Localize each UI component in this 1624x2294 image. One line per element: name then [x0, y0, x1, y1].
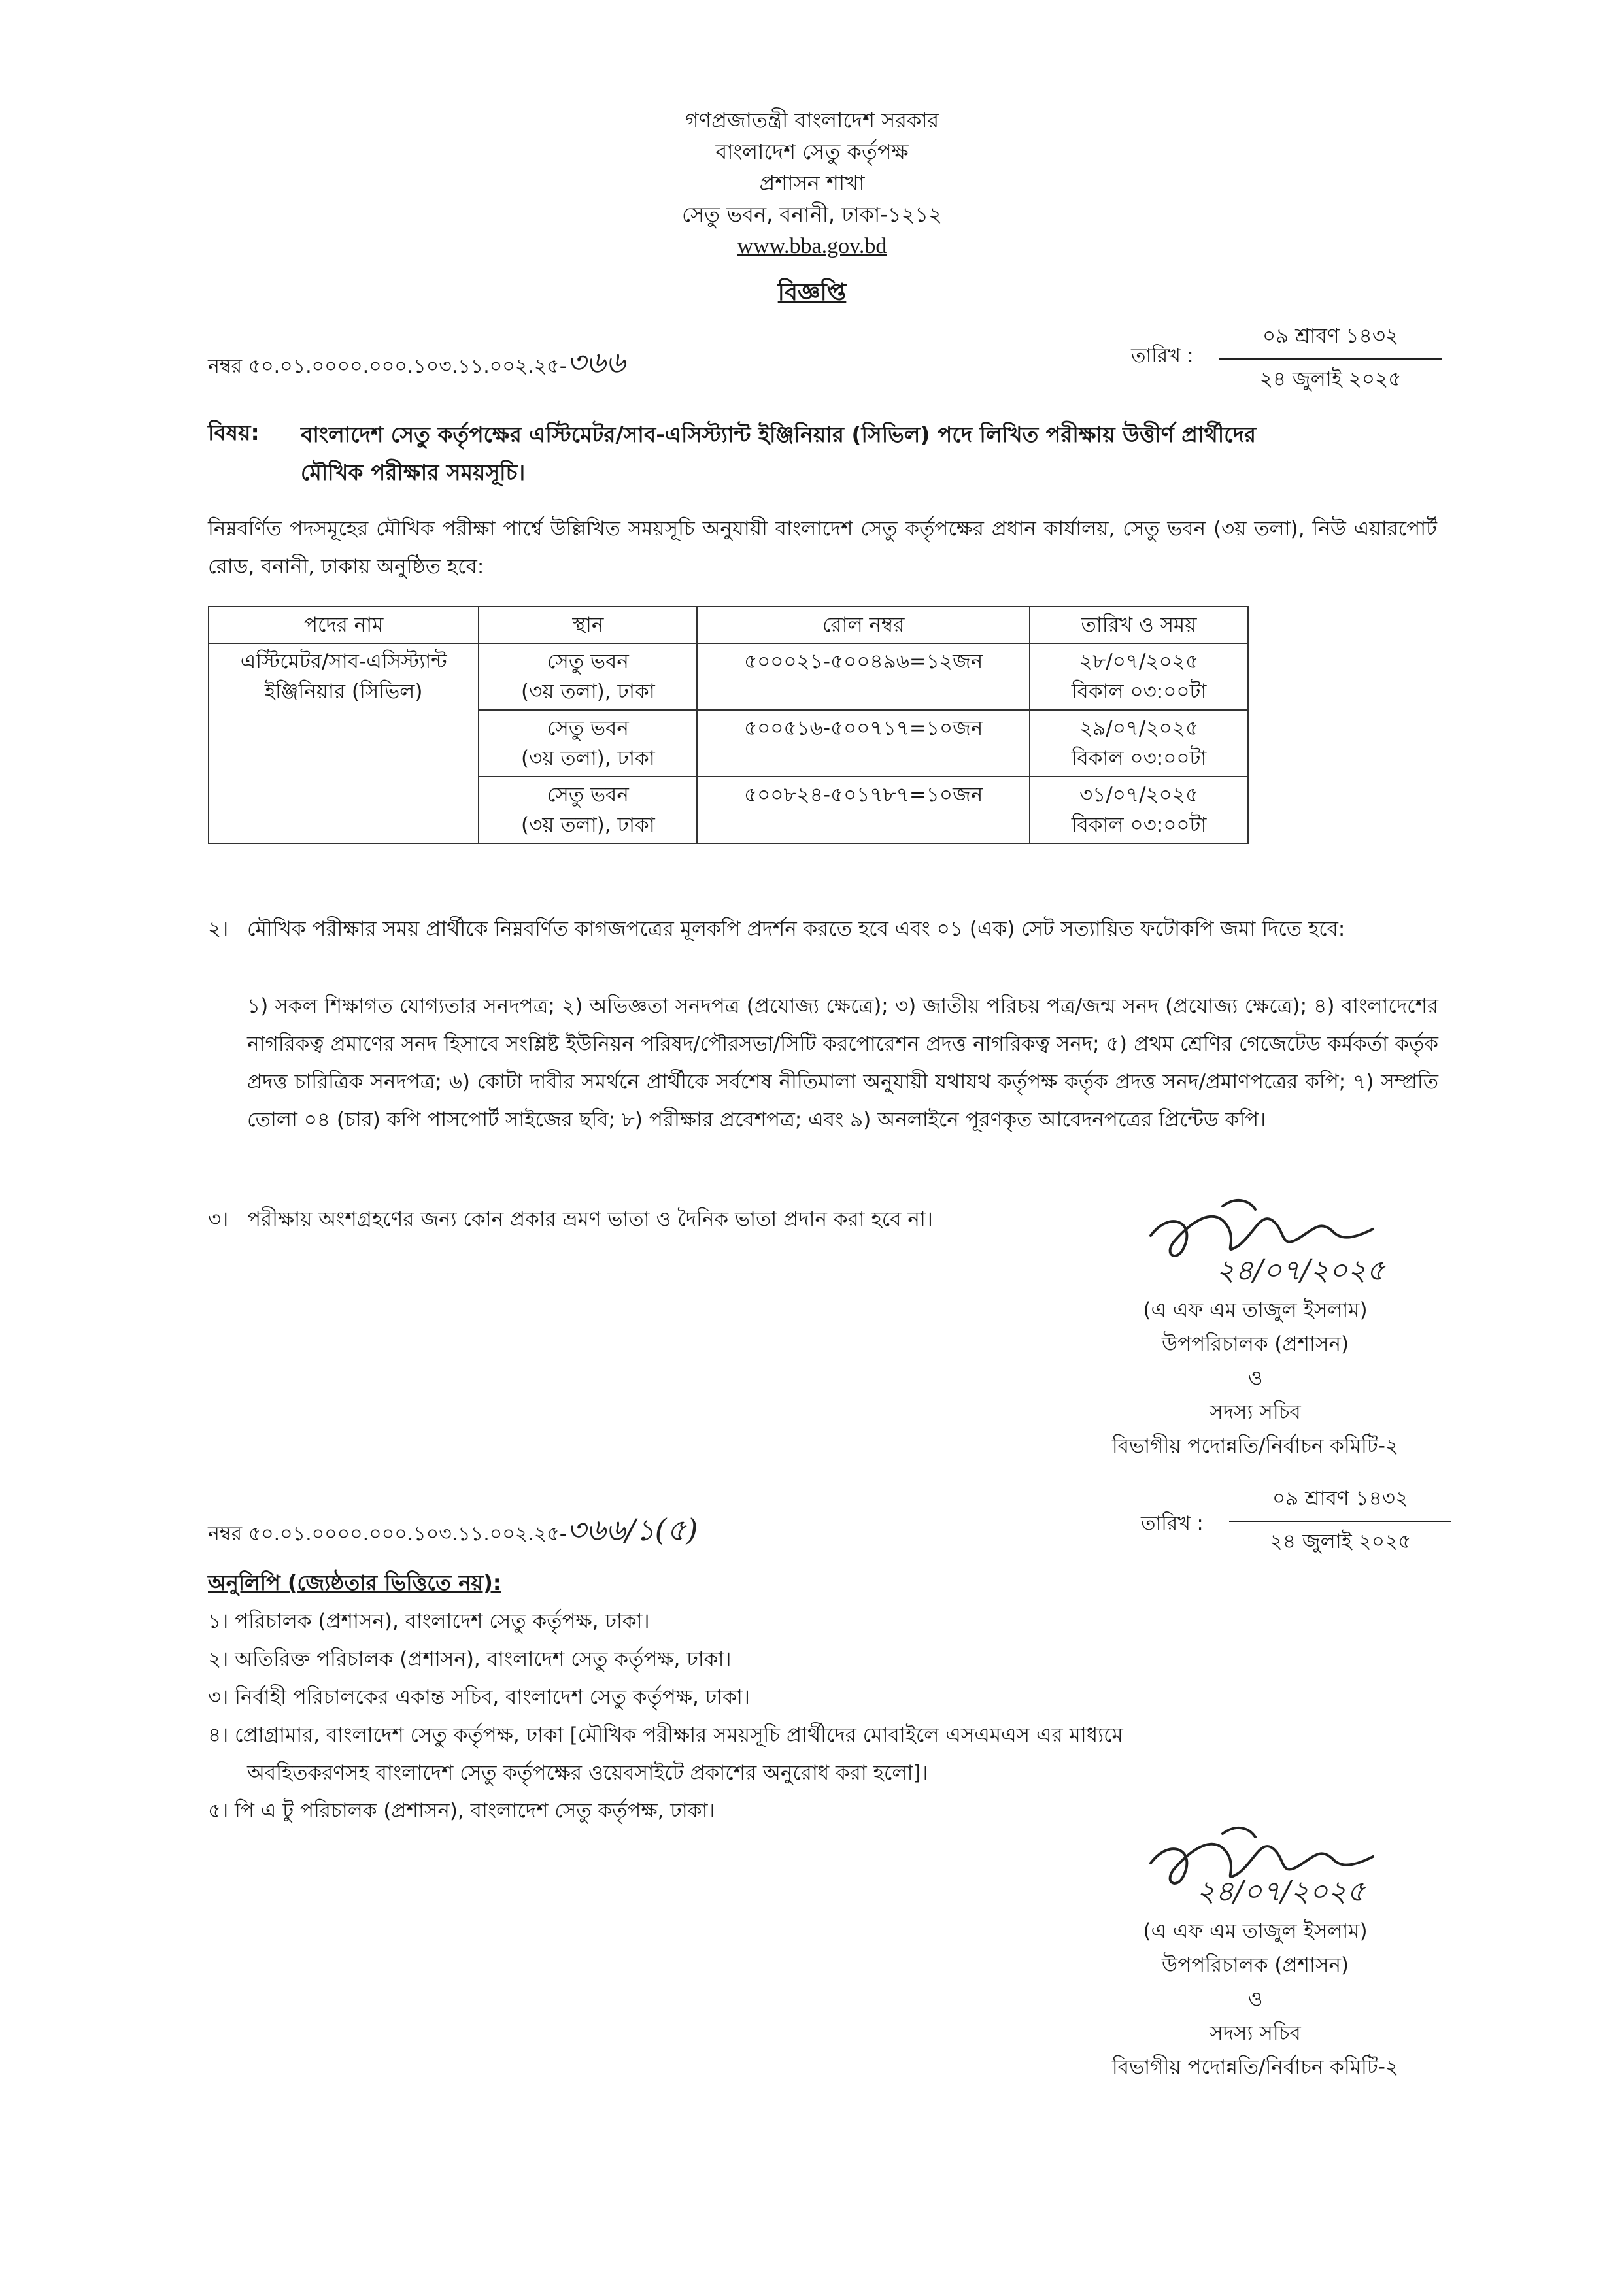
copy-item: ৪। প্রোগ্রামার, বাংলাদেশ সেতু কর্তৃপক্ষ, ঢাকা [মৌখিক পরীক্ষার সময়সূচি প্রার্থীদের মোবাইলে এসএমএস এর মাধ্যমে — [208, 1723, 1123, 1747]
exam-date: ২৮/০৭/২০২৫ — [1079, 650, 1199, 673]
date-2-bangla: ০৯ শ্রাবণ ১৪৩২ — [1272, 1487, 1409, 1510]
memo-2-number — [208, 1508, 698, 1557]
venue-line-2: (৩য় তলা), ঢাকা — [520, 813, 655, 837]
signature-1-date: ২৪/০৭/২০২৫ — [1216, 1254, 1385, 1287]
subject-line-2: মৌখিক পরীক্ষার সময়সূচি। — [301, 460, 526, 485]
memo-handwritten-number: ৩৬৬ — [566, 345, 626, 380]
branch-name: প্রশাসন শাখা — [759, 171, 865, 195]
exam-date: ৩১/০৭/২০২৫ — [1079, 783, 1199, 807]
date-2-label: তারিখ : — [1141, 1512, 1204, 1535]
exam-date: ২৯/০৭/২০২৫ — [1079, 717, 1199, 740]
copy-item: ৫। পি এ টু পরিচালক (প্রশাসন), বাংলাদেশ সেতু কর্তৃপক্ষ, ঢাকা। — [208, 1799, 715, 1823]
signatory-and: ও — [1247, 1987, 1263, 2011]
signatory-committee: বিভাগীয় পদোন্নতি/নির্বাচন কমিটি-২ — [1111, 2055, 1399, 2079]
point-2-number: ২। — [208, 917, 229, 941]
org-name: গণপ্রজাতন্ত্রী বাংলাদেশ সরকার — [685, 108, 939, 133]
subject-line-1: বাংলাদেশ সেতু কর্তৃপক্ষের এস্টিমেটর/সাব-এসিস্ট্যান্ট ইঞ্জিনিয়ার (সিভিল) পদে লিখিত পরীক্ষায় উত্তীর্ণ প্রার্থীদের — [301, 422, 1256, 447]
date-2-box — [1229, 1483, 1451, 1560]
copy-item: ৩। নির্বাহী পরিচালকের একান্ত সচিব, বাংলাদেশ সেতু কর্তৃপক্ষ, ঢাকা। — [208, 1685, 750, 1709]
point-3-text: পরীক্ষায় অংশগ্রহণের জন্য কোন প্রকার ভ্রমণ ভাতা ও দৈনিক ভাতা প্রদান করা হবে না। — [247, 1207, 933, 1231]
venue-cell — [479, 710, 697, 777]
date-box — [1219, 320, 1442, 397]
datetime-cell — [1030, 710, 1248, 777]
venue-cell — [479, 643, 697, 710]
schedule-table — [208, 606, 1249, 844]
signatory-committee: বিভাগীয় পদোন্নতি/নির্বাচন কমিটি-২ — [1111, 1434, 1399, 1458]
roll-cell: ৫০০৫১৬-৫০০৭১৭=১০জন — [697, 710, 1030, 777]
signatory-role: সদস্য সচিব — [1210, 1400, 1301, 1424]
website-link[interactable]: www.bba.gov.bd — [737, 234, 887, 258]
signatory-designation: উপপরিচালক (প্রশাসন) — [1161, 1953, 1349, 1977]
header-roll: রোল নম্বর — [697, 607, 1030, 643]
table-header-row — [209, 607, 1248, 643]
roll-cell: ৫০০০২১-৫০০৪৯৬=১২জন — [697, 643, 1030, 710]
date-divider — [1219, 358, 1442, 360]
venue-line-2: (৩য় তলা), ঢাকা — [520, 747, 655, 770]
point-3-number: ৩। — [208, 1207, 229, 1231]
date-2-english: ২৪ জুলাই ২০২৫ — [1269, 1530, 1412, 1553]
signatory-designation: উপপরিচালক (প্রশাসন) — [1161, 1332, 1349, 1356]
date-2-divider — [1229, 1521, 1451, 1522]
venue-cell — [479, 777, 697, 843]
venue-line-1: সেতু ভবন — [547, 783, 629, 807]
datetime-cell — [1030, 643, 1248, 710]
subject-text — [301, 416, 1445, 492]
copy-item-continued: অবহিতকরণসহ বাংলাদেশ সেতু কর্তৃপক্ষের ওয়েবসাইটে প্রকাশের অনুরোধ করা হলো]। — [247, 1761, 928, 1785]
venue-line-2: (৩য় তলা), ঢাকা — [520, 680, 655, 703]
exam-time: বিকাল ০৩:০০টা — [1071, 813, 1207, 837]
memo-number-text: নম্বর ৫০.০১.০০০০.০০০.১০৩.১১.০০২.২৫- — [208, 355, 567, 378]
memo-number — [208, 340, 625, 390]
point-2-text: মৌখিক পরীক্ষার সময় প্রার্থীকে নিম্নবর্ণিত কাগজপত্রের মূলকপি প্রদর্শন করতে হবে এবং ০১ (এক) সেট সত্যায়িত ফটোকপি জমা দিতে হবে: — [247, 917, 1345, 941]
header-post: পদের নাম — [209, 607, 479, 643]
signatory-and: ও — [1247, 1366, 1263, 1390]
signature-2-block — [1046, 1914, 1464, 2084]
header-datetime: তারিখ ও সময় — [1030, 607, 1248, 643]
memo-2-number-text: নম্বর ৫০.০১.০০০০.০০০.১০৩.১১.০০২.২৫- — [208, 1523, 567, 1545]
venue-line-1: সেতু ভবন — [547, 717, 629, 740]
signature-1-block — [1059, 1293, 1451, 1463]
signatory-role: সদস্য সচিব — [1210, 2021, 1301, 2045]
signature-2-date: ২৪/০৭/২০২৫ — [1196, 1875, 1366, 1908]
authority-name: বাংলাদেশ সেতু কর্তৃপক্ষ — [715, 139, 909, 164]
memo-2-handwritten-number: ৩৬৬/১(৫) — [566, 1512, 698, 1547]
roll-cell: ৫০০৮২৪-৫০১৭৮৭=১০জন — [697, 777, 1030, 843]
date-bangla: ০৯ শ্রাবণ ১৪৩২ — [1262, 324, 1399, 348]
copy-item: ২। অতিরিক্ত পরিচালক (প্রশাসন), বাংলাদেশ সেতু কর্তৃপক্ষ, ঢাকা। — [208, 1647, 732, 1671]
copy-heading: অনুলিপি (জ্যেষ্ঠতার ভিত্তিতে নয়): — [208, 1570, 501, 1595]
signatory-name: (এ এফ এম তাজুল ইসলাম) — [1143, 1919, 1368, 1943]
signatory-name: (এ এফ এম তাজুল ইসলাম) — [1143, 1298, 1368, 1322]
date-label: তারিখ : — [1131, 345, 1194, 367]
address: সেতু ভবন, বনানী, ঢাকা-১২১২ — [682, 202, 942, 227]
copy-item: ১। পরিচালক (প্রশাসন), বাংলাদেশ সেতু কর্তৃপক্ষ, ঢাকা। — [208, 1610, 650, 1633]
post-name-cell: এস্টিমেটর/সাব-এসিস্ট্যান্ট ইঞ্জিনিয়ার (সিভিল) — [209, 643, 479, 843]
exam-time: বিকাল ০৩:০০টা — [1071, 680, 1207, 703]
venue-line-1: সেতু ভবন — [547, 650, 629, 673]
document-list: ১) সকল শিক্ষাগত যোগ্যতার সনদপত্র; ২) অভিজ্ঞতা সনদপত্র (প্রযোজ্য ক্ষেত্রে); ৩) জাতীয় পরিচয় পত্র/জন্ম সনদ (প্রযোজ্য ক্ষেত্রে); ৪) বাংলাদেশের নাগরিকত্ব প্রমাণের সনদ হিসাবে সংশ্লিষ্ট ইউনিয়ন পরিষদ/পৌরসভা/সিটি করপোরেশন প্রদত্ত নাগরিকত্ব সনদ; ৫) প্রথম শ্রেণির গেজেটেড কর্মকর্তা কর্তৃক প্রদত্ত চারিত্রিক সনদপত্র; ৬) কোটা দাবীর সমর্থনে প্রার্থীকে সর্বশেষ নীতিমালা অনুযায়ী যথাযথ কর্তৃপক্ষ কর্তৃক প্রদত্ত সনদ/প্রমাণপত্রের কপি; ৭) সম্প্রতি তোলা ০৪ (চার) কপি পাসপোর্ট সাইজের ছবি; ৮) পরীক্ষার প্রবেশপত্র; এবং ৯) অনলাইনে পূরণকৃত আবেদনপত্রের প্রিন্টেড কপি। — [247, 994, 1438, 1132]
datetime-cell — [1030, 777, 1248, 843]
subject-label: বিষয়: — [208, 420, 260, 445]
exam-time: বিকাল ০৩:০০টা — [1071, 747, 1207, 770]
table-row — [209, 643, 1248, 710]
header-venue: স্থান — [479, 607, 697, 643]
intro-paragraph: নিম্নবর্ণিত পদসমূহের মৌখিক পরীক্ষা পার্শ্বে উল্লিখিত সময়সূচি অনুযায়ী বাংলাদেশ সেতু কর্তৃপক্ষের প্রধান কার্যালয়, সেতু ভবন (৩য় তলা), নিউ এয়ারপোর্ট রোড, বনানী, ঢাকায় অনুষ্ঠিত হবে: — [208, 517, 1437, 579]
notice-title: বিজ্ঞপ্তি — [777, 279, 847, 306]
date-english: ২৪ জুলাই ২০২৫ — [1259, 367, 1402, 391]
